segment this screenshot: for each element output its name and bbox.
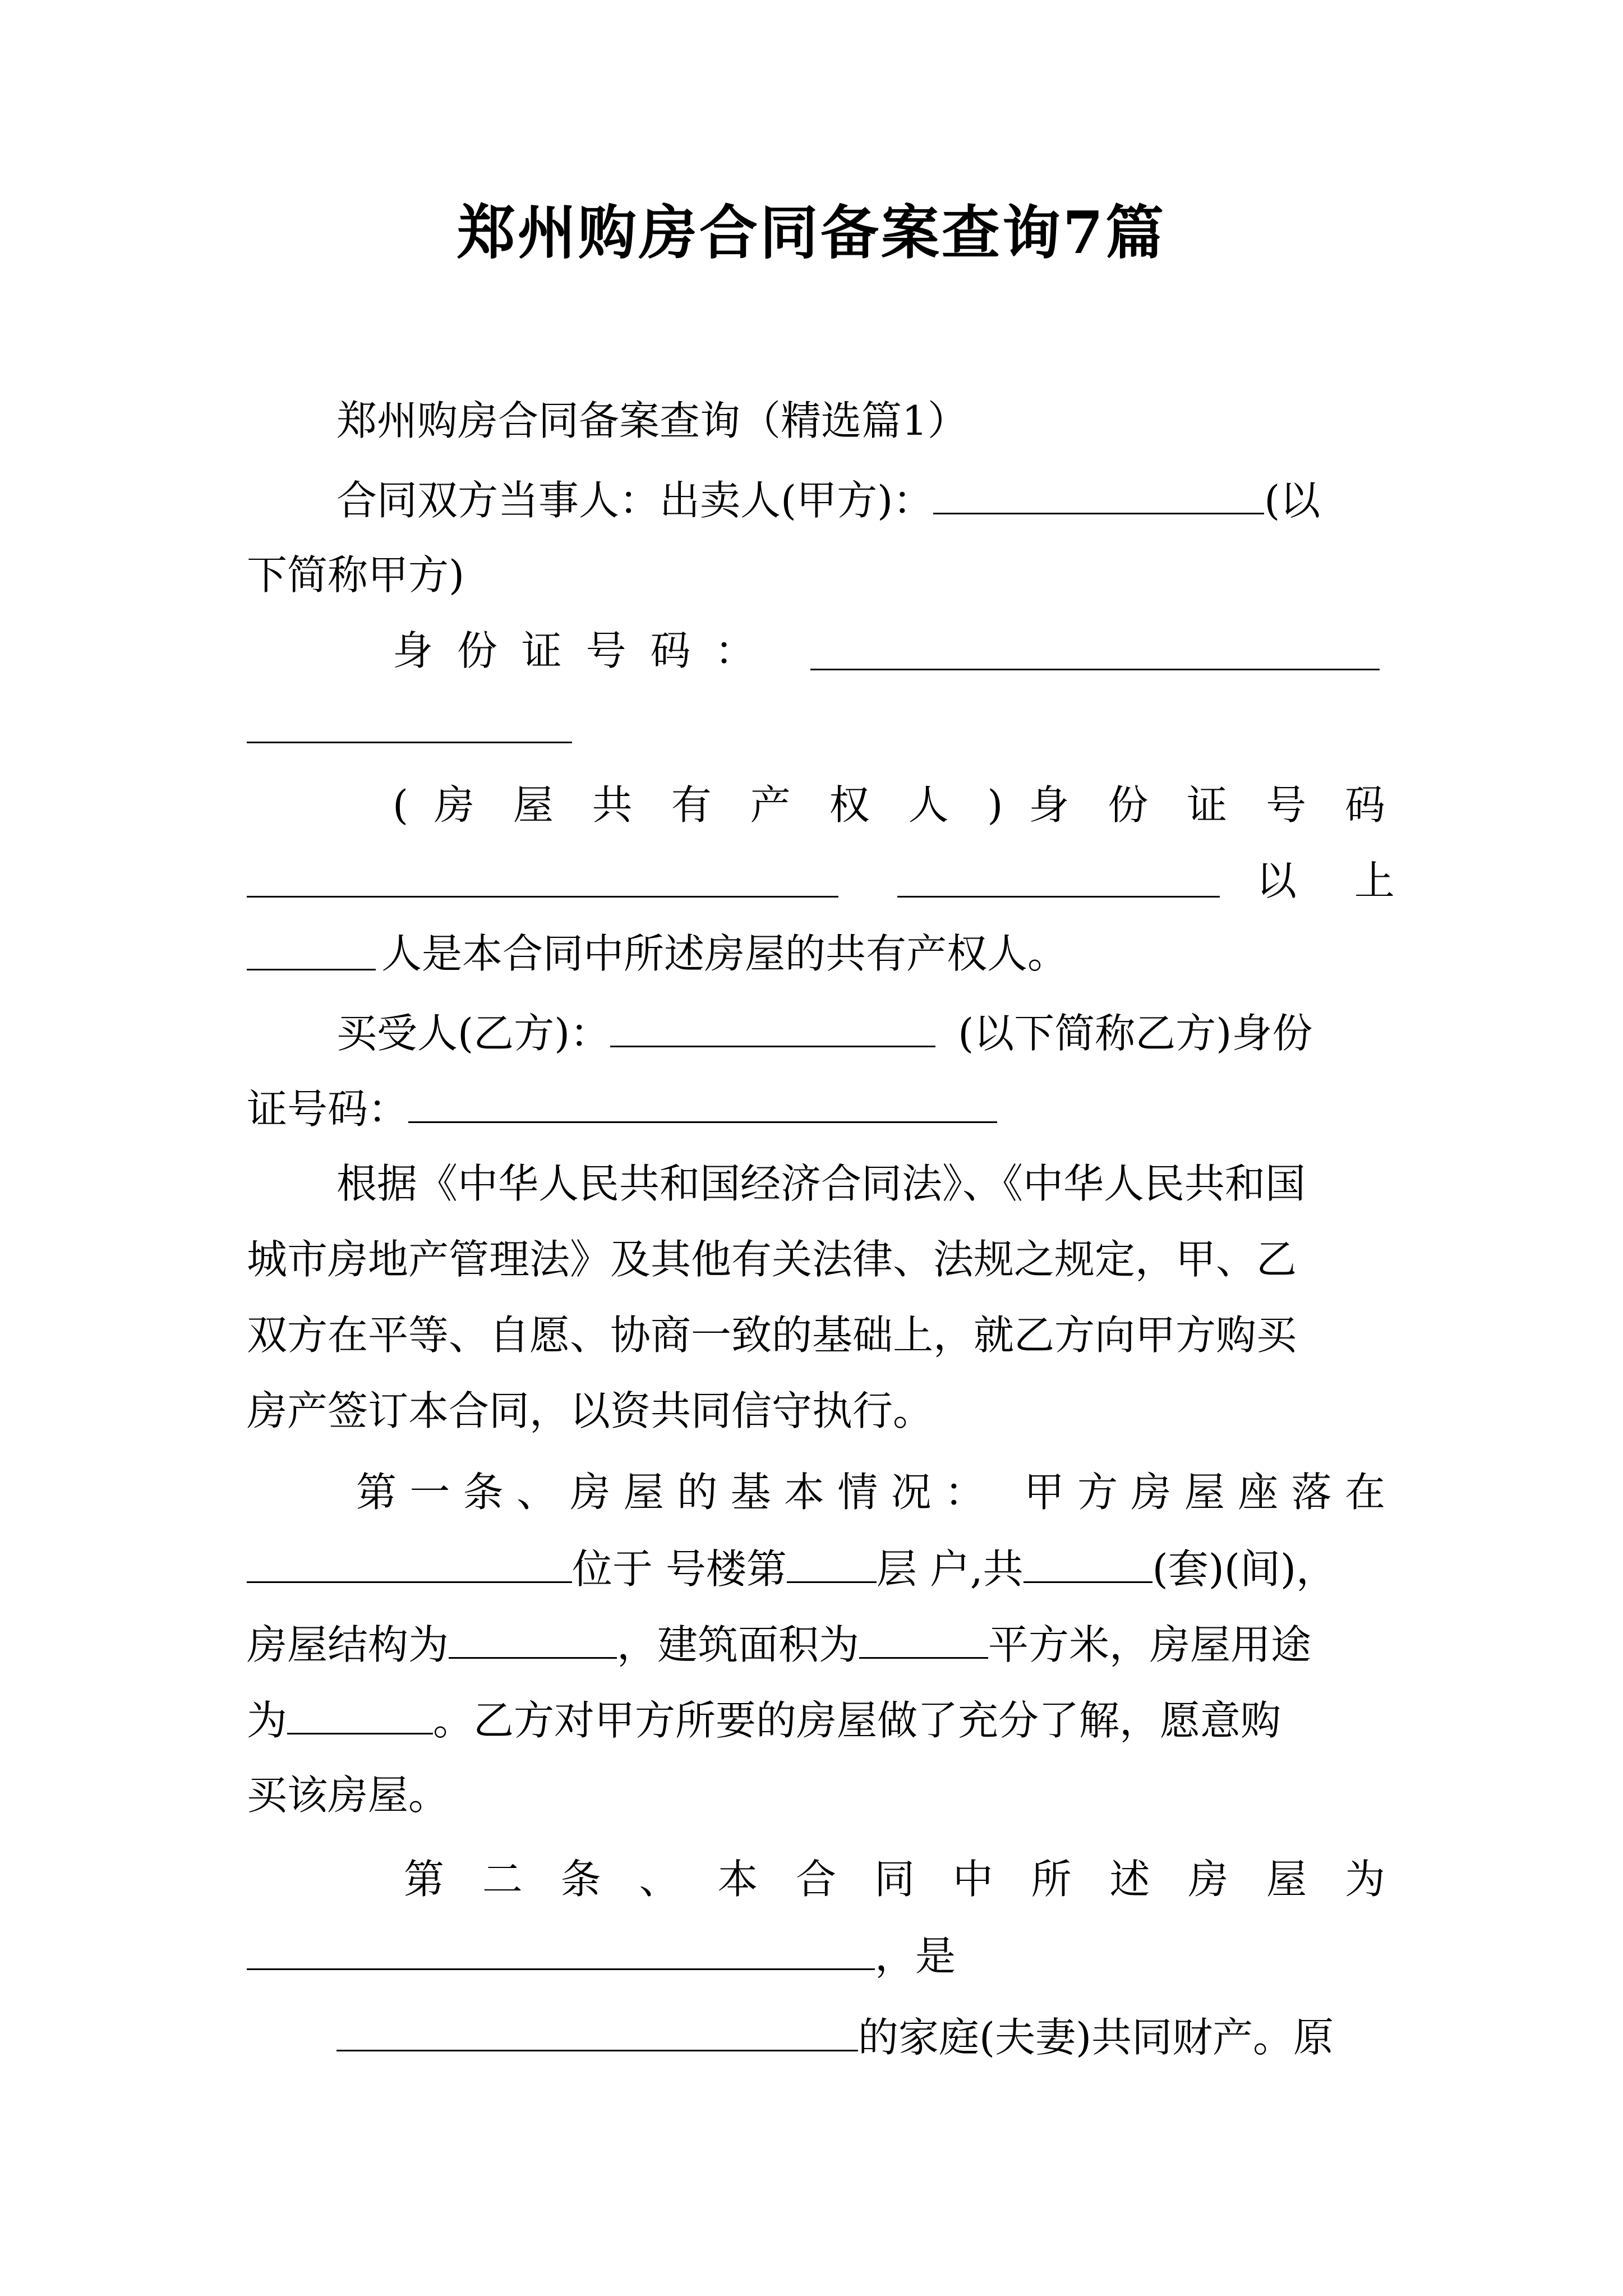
article-1-heading: 第一条、房屋的基本情况： 甲方房屋座落在 <box>356 1469 1385 1516</box>
text-fragment: 为 <box>247 1697 288 1744</box>
text-fragment: 房屋结构为 <box>247 1621 449 1668</box>
paragraph-line <box>336 1004 1385 1060</box>
text-id-label: 证号码： <box>247 1085 409 1133</box>
co-owner-id-label: ( 房 屋 共 有 产 权 人 ) 身 份 证 号 码 <box>393 781 1385 829</box>
paragraph-line <box>247 1616 1385 1672</box>
text-fragment: 。乙方对甲方所要的房屋做了充分了解，愿意购 <box>433 1697 1281 1744</box>
paragraph-line: 城市房地产管理法》及其他有关法律、法规之规定，甲、乙 <box>247 1236 1297 1283</box>
text-seller-label: 合同双方当事人：出卖人(甲方)： <box>336 477 934 524</box>
paragraph-line: 双方在平等、自愿、协商一致的基础上，就乙方向甲方购买 <box>247 1312 1297 1359</box>
paragraph-line <box>336 2008 1385 2064</box>
blank-field <box>336 2008 858 2051</box>
paragraph-line <box>247 1540 1385 1596</box>
blank-field <box>247 1927 875 1970</box>
text-buyer-label: 买受人(乙方)： <box>336 1010 611 1057</box>
blank-field <box>610 1004 935 1047</box>
text-fragment: 位于 号楼第 <box>572 1545 787 1593</box>
paragraph-line: 买该房屋。 <box>247 1772 449 1819</box>
paragraph-line <box>247 1691 1385 1747</box>
article-2-heading: 第 二 条 、 本 合 同 中 所 述 房 屋 为 <box>404 1856 1385 1903</box>
page-title: 郑州购房合同备案查询7篇 <box>457 198 1166 267</box>
blank-field <box>933 471 1264 514</box>
paragraph-line: 下简称甲方) <box>247 551 465 599</box>
paragraph-line <box>247 1927 1385 1983</box>
text-fragment: 的家庭(夫妻)共同财产。原 <box>858 2014 1334 2061</box>
paragraph-line: 人是本合同中所述房屋的共有产权人。 <box>381 930 1068 977</box>
paragraph-line: 房产签订本合同，以资共同信守执行。 <box>247 1387 934 1434</box>
blank-field <box>408 1080 997 1123</box>
paragraph-line <box>247 1080 1385 1136</box>
blank-field <box>810 668 1380 670</box>
text-fragment: (以下简称乙方)身份 <box>958 1010 1313 1057</box>
text-fragment: (套)(间)， <box>1152 1545 1337 1593</box>
blank-field <box>897 895 1220 898</box>
text-fragment: 以 上 <box>1256 857 1417 904</box>
blank-field <box>787 1540 877 1583</box>
blank-field <box>247 895 838 898</box>
blank-field <box>247 1540 572 1583</box>
blank-field <box>859 1616 988 1659</box>
id-number-label: 身 份 证 号 码 ： <box>393 627 761 674</box>
blank-field <box>247 740 572 743</box>
text-fragment: ，是 <box>875 1932 956 1980</box>
blank-field <box>449 1616 617 1659</box>
text-fragment: 层 户,共 <box>876 1545 1023 1593</box>
blank-field <box>247 968 376 970</box>
text-fragment: (以 <box>1264 477 1321 524</box>
section-heading: 郑州购房合同备案查询（精选篇1） <box>336 397 968 444</box>
text-fragment: ，建筑面积为 <box>617 1621 860 1668</box>
paragraph-line: 根据《中华人民共和国经济合同法》、《中华人民共和国 <box>336 1160 1306 1207</box>
blank-field <box>287 1691 433 1734</box>
blank-field <box>1023 1540 1152 1583</box>
paragraph-line <box>336 471 1402 527</box>
text-fragment: 平方米，房屋用途 <box>988 1621 1312 1668</box>
